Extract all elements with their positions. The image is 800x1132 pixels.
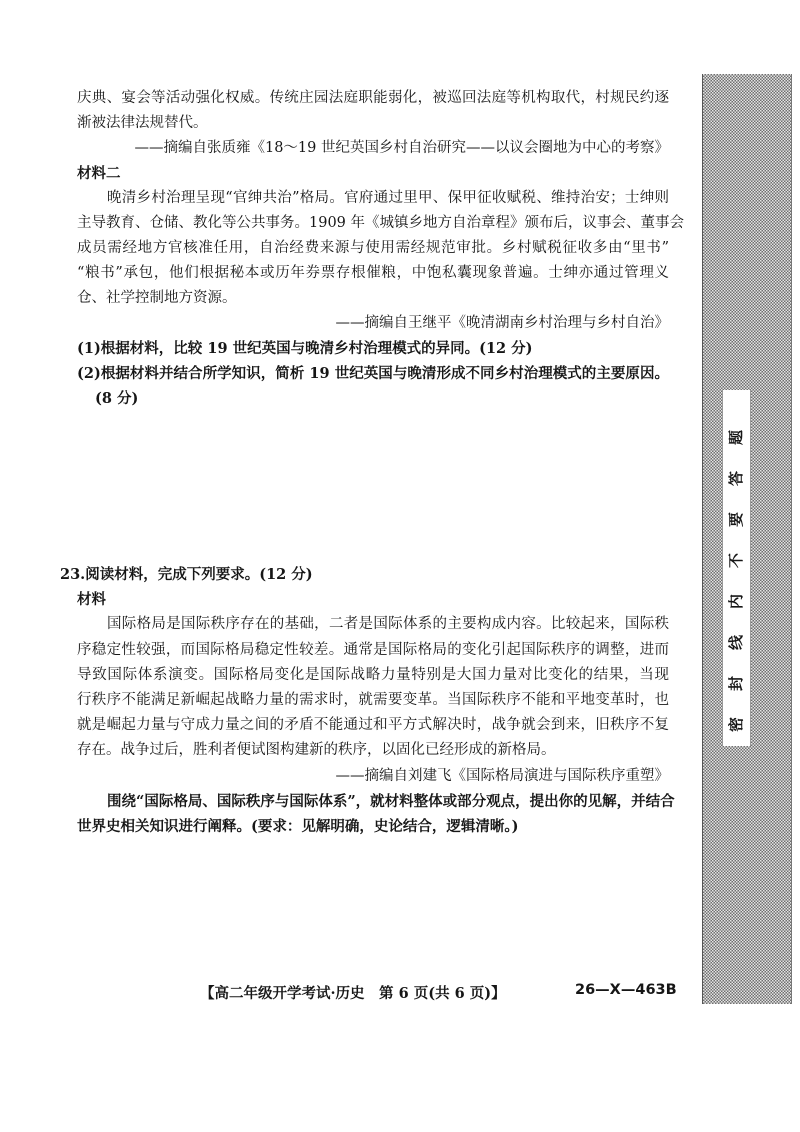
material-two-source: ——摘编自王继平《晚清湖南乡村治理与乡村自治》 [335,315,669,331]
question-22-part-2-score: (8 分) [95,390,139,407]
question-23 [60,562,675,839]
material-one-line: 庆典、宴会等活动强化权威。传统庄园法庭职能弱化，被巡回法庭等机构取代，村规民约逐 [77,90,669,106]
question-23-material-line: 导致国际体系演变。国际格局变化是国际战略力量特别是大国力量对比变化的结果，当现 [77,666,669,683]
material-two-line: “粮书”承包，他们根据秘本或历年券票存根催粮，中饱私囊现象普遍。士绅亦通过管理义 [77,265,669,281]
page-footer-label: 【高二年级开学考试·历史 第 6 页(共 6 页)】 [200,985,506,1002]
material-two-line: 成员需经地方官核准任用，自治经费来源与使用需经规范审批。乡村赋税征收多由“里书” [77,240,669,256]
material-one-source: ——摘编自张质雍《18～19 世纪英国乡村自治研究——以议会圈地为中心的考察》 [134,140,669,156]
question-22-part-2: (2)根据材料并结合所学知识，简析 19 世纪英国与晚清形成不同乡村治理模式的主要原因。 [77,365,669,382]
question-23-material-line: 存在。战争过后，胜利者便试图构建新的秩序，以固化已经形成的新格局。 [77,742,556,759]
seal-line-strip [702,74,792,1004]
question-23-task-line: 世界史相关知识进行阐释。(要求：见解明确，史论结合，逻辑清晰。) [77,818,519,836]
question-22-part-1: (1)根据材料，比较 19 世纪英国与晚清乡村治理模式的异同。(12 分) [77,340,533,357]
seal-line-notice: 密封线内不要答题 [727,404,745,733]
material-one-line: 渐被法律法规替代。 [77,115,208,131]
question-23-material-heading: 材料 [77,591,106,609]
question-23-material-line: 行秩序不能满足新崛起战略力量的需求时，就需要变革。当国际秩序不能和平地变革时，也 [77,692,669,709]
question-23-task-line: 围绕“国际格局、国际秩序与国际体系”，就材料整体或部分观点，提出你的见解，并结合 [107,792,675,810]
material-two-line: 仓、社学控制地方资源。 [77,290,237,306]
question-23-material-line: 就是崛起力量与守成力量之间的矛盾不能通过和平方式解决时，战争就会到来，旧秩序不复 [77,717,669,734]
material-two-line: 晚清乡村治理呈现“官绅共治”格局。官府通过里甲、保甲征收赋税、维持治安；士绅则 [107,190,669,206]
question-23-material-line: 序稳定性较强，而国际格局稳定性较差。通常是国际格局的变化引起国际秩序的调整，进而 [77,641,669,658]
page-footer-code: 26—X—463B [575,982,677,998]
question-23-material-source: ——摘编自刘建飞《国际格局演进与国际秩序重塑》 [335,767,669,784]
question-23-material-line: 国际格局是国际秩序存在的基础，二者是国际体系的主要构成内容。比较起来，国际秩 [107,616,669,633]
question-23-title: 23.阅读材料，完成下列要求。(12 分) [60,566,313,583]
material-two-heading: 材料二 [77,165,121,182]
material-two-line: 主导教育、仓储、教化等公共事务。1909 年《城镇乡地方自治章程》颁布后，议事会、董事会 [77,215,685,231]
question-22-continued [77,86,685,411]
seal-line-band [722,390,751,746]
